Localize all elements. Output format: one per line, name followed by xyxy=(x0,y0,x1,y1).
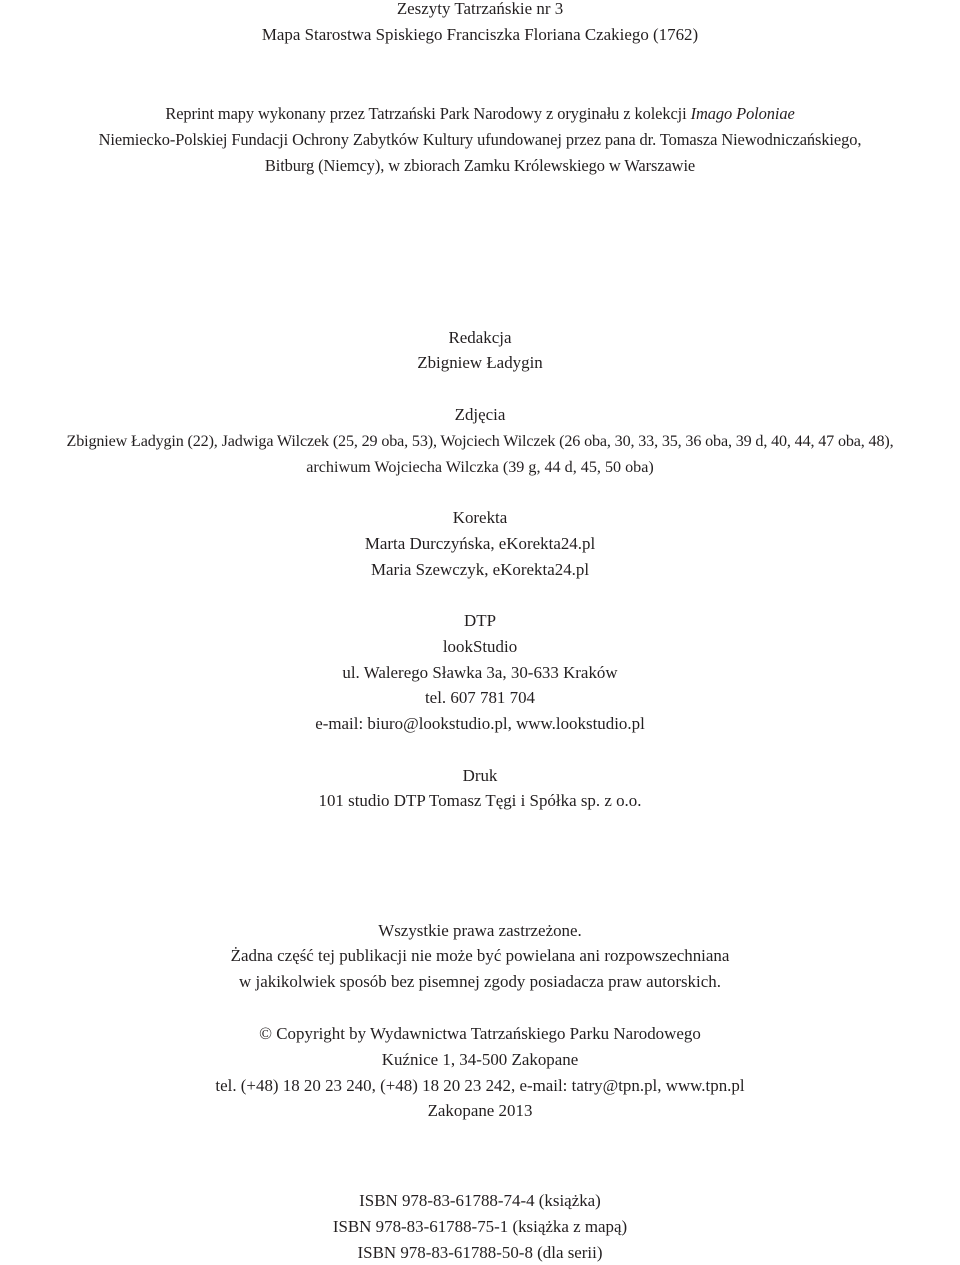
rights-notice-line-1: Żadna część tej publikacji nie może być powielana ani rozpowszechniana xyxy=(230,946,730,965)
photos-credits-line-2: archiwum Wojciecha Wilczka (39 g, 44 d, 45, 50 oba) xyxy=(306,458,654,476)
isbn-book: ISBN 978-83-61788-74-4 (książka) xyxy=(359,1191,601,1210)
reprint-line-1 xyxy=(2,103,958,125)
copyright-holder: © Copyright by Wydawnictwa Tatrzańskiego Parku Narodowego xyxy=(259,1024,701,1043)
publisher-contact: tel. (+48) 18 20 23 240, (+48) 18 20 23 242, e-mail: tatry@tpn.pl, www.tpn.pl xyxy=(215,1076,745,1095)
print-heading: Druk xyxy=(462,766,498,785)
map-title: Mapa Starostwa Spiskiego Franciszka Floriana Czakiego (1762) xyxy=(261,25,699,44)
rights-reserved: Wszystkie prawa zastrzeżone. xyxy=(378,921,582,940)
collection-name: Imago Poloniae xyxy=(690,104,795,123)
editing-heading: Redakcja xyxy=(448,328,512,347)
isbn-series: ISBN 978-83-61788-50-8 (dla serii) xyxy=(357,1243,603,1262)
reprint-text: Reprint mapy wykonany przez Tatrzański Park Narodowy z oryginału z kolekcji xyxy=(165,104,691,123)
rights-notice-line-2: w jakikolwiek sposób bez pisemnej zgody posiadacza praw autorskich. xyxy=(239,972,721,991)
print-company: 101 studio DTP Tomasz Tęgi i Spółka sp. z o.o. xyxy=(318,791,642,810)
isbn-book-with-map: ISBN 978-83-61788-75-1 (książka z mapą) xyxy=(332,1217,628,1236)
proofreader-2: Maria Szewczyk, eKorekta24.pl xyxy=(370,560,590,579)
proofreading-heading: Korekta xyxy=(452,508,508,527)
editing-name: Zbigniew Ładygin xyxy=(417,353,543,372)
photos-heading: Zdjęcia xyxy=(454,405,506,424)
dtp-studio: lookStudio xyxy=(442,637,518,656)
photos-credits-line-1: Zbigniew Ładygin (22), Jadwiga Wilczek (25, 29 oba, 53), Wojciech Wilczek (26 oba, 30, 33, 35, 36 oba, 39 d, 40, 44, 47 oba, 48), xyxy=(66,432,894,450)
place-and-year: Zakopane 2013 xyxy=(427,1101,533,1120)
reprint-line-3: Bitburg (Niemcy), w zbiorach Zamku Królewskiego w Warszawie xyxy=(264,156,696,175)
dtp-email: e-mail: biuro@lookstudio.pl, www.lookstudio.pl xyxy=(315,714,645,733)
proofreader-1: Marta Durczyńska, eKorekta24.pl xyxy=(364,534,596,553)
reprint-line-2: Niemiecko-Polskiej Fundacji Ochrony Zabytków Kultury ufundowanej przez pana dr. Tomasza Niewodniczańskiego, xyxy=(98,130,862,149)
series-title: Zeszyty Tatrzańskie nr 3 xyxy=(396,0,564,18)
dtp-phone: tel. 607 781 704 xyxy=(424,688,536,707)
dtp-heading: DTP xyxy=(464,611,496,630)
dtp-address: ul. Walerego Sławka 3a, 30-633 Kraków xyxy=(342,663,618,682)
publisher-address: Kuźnice 1, 34-500 Zakopane xyxy=(381,1050,579,1069)
